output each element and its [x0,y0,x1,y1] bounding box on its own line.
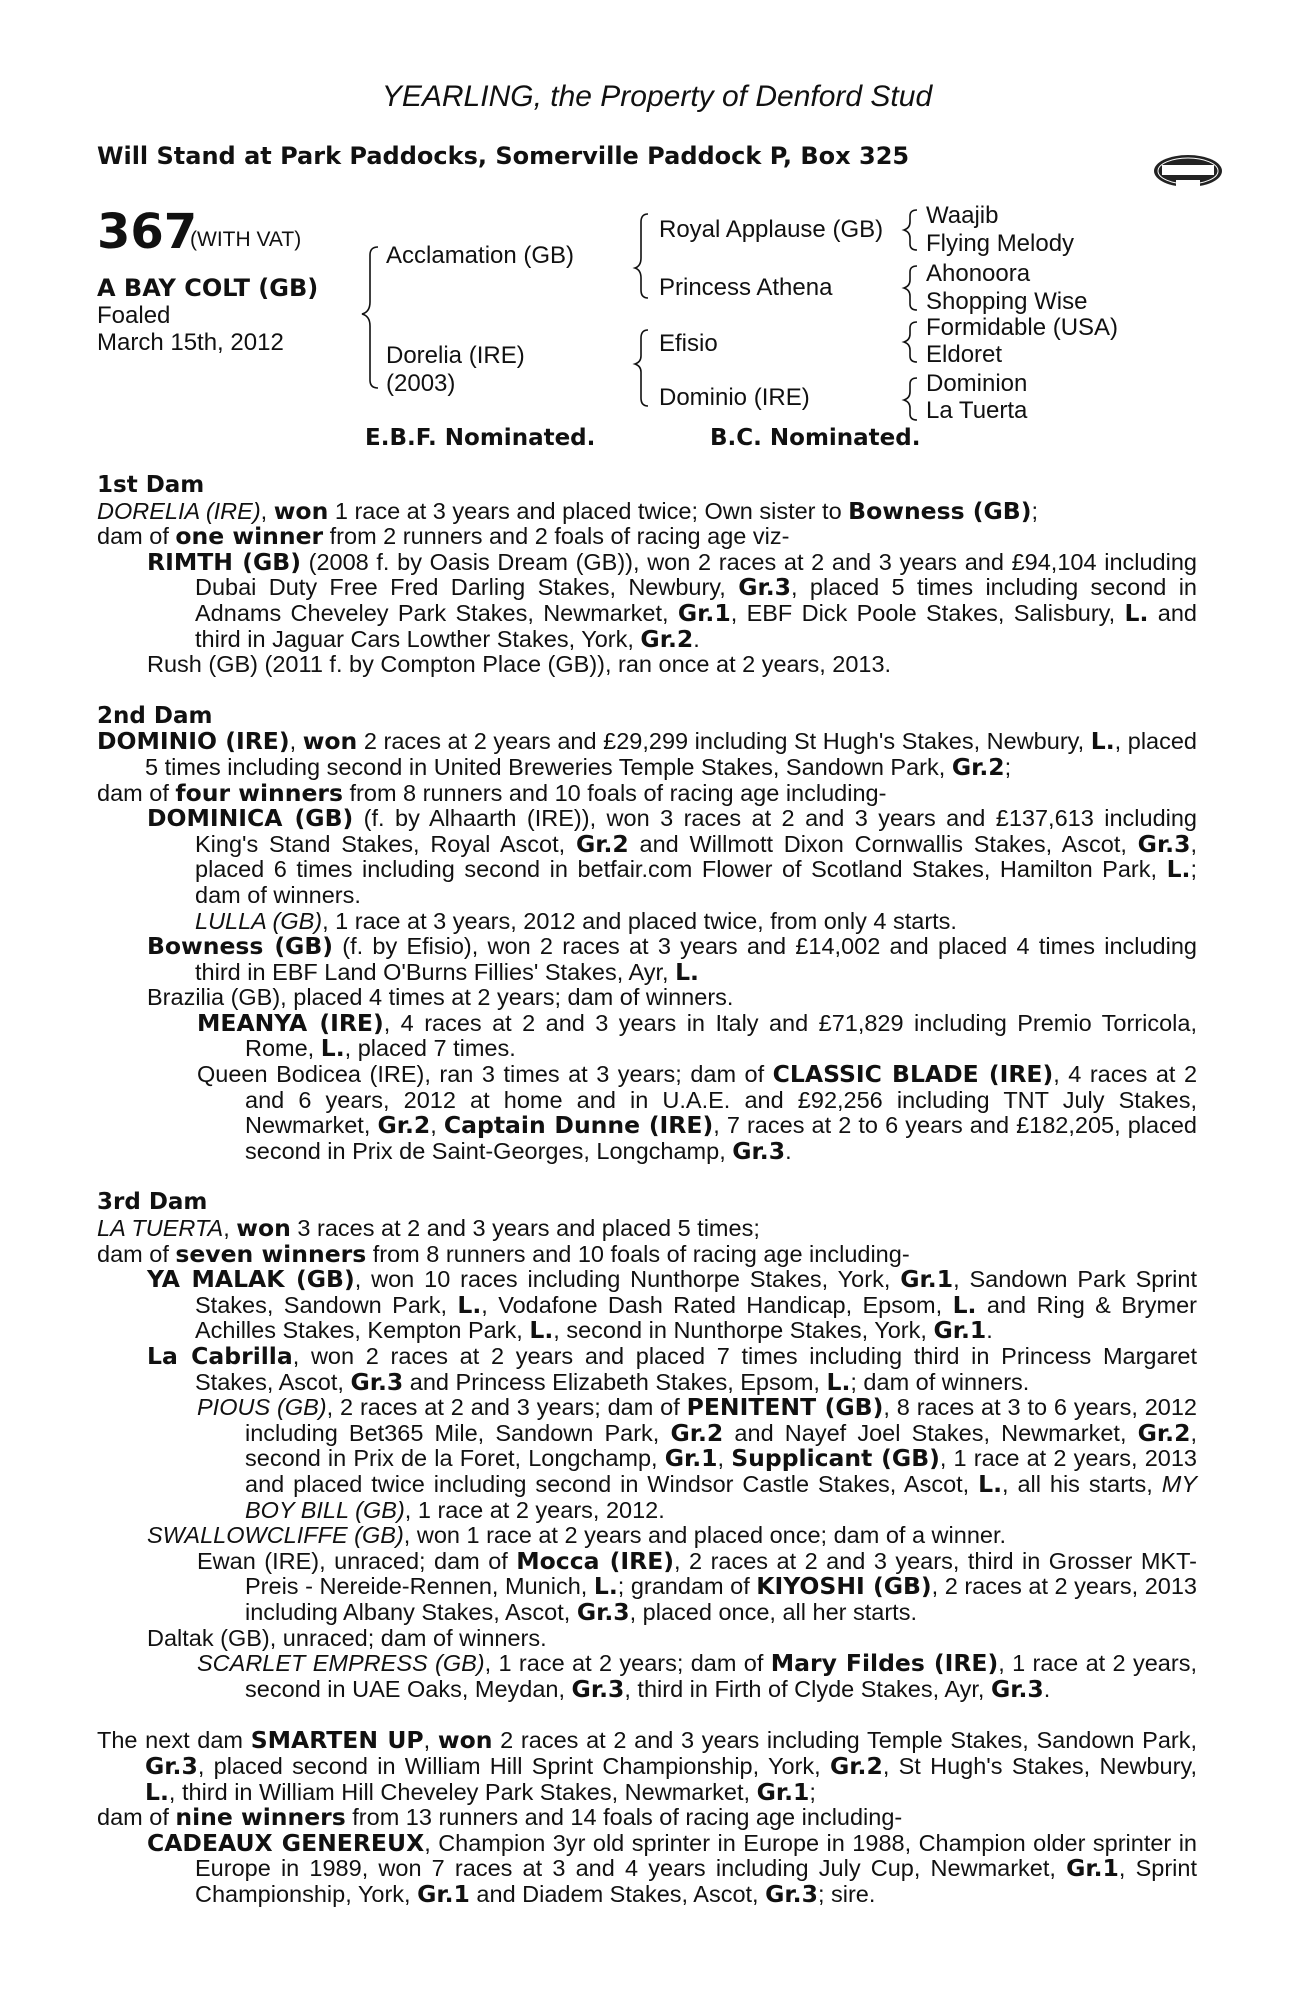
produce-entry: LULLA (GB), 1 race at 3 years, 2012 and placed twice, from only 4 starts. [195,907,957,934]
foaled-date: March 15th, 2012 [97,329,284,356]
pedigree-g5: Formidable (USA) [926,314,1119,341]
produce-entry: CADEAUX GENEREUX, Champion 3yr old sprinter in Europe in 1988, Champion older sprinter in Europe in 1989, won 7 races at 3 and 4 years including July Cup, Newmarket, Gr.1, Sprint Championship, York, Gr.1 and Diadem Stakes, Ascot, Gr.3; sire. [147,1828,1197,1908]
produce-entry: SWALLOWCLIFFE (GB), won 1 race at 2 years and placed once; dam of a winner. [147,1522,1007,1549]
produce-entry: YA MALAK (GB), won 10 races including Nunthorpe Stakes, York, Gr.1, Sandown Park Sprint Stakes, Sandown Park, L., Vodafone Dash Rated Handicap, Epsom, L. and Ring & Brymer Achilles Stakes, Kempton Park, L., second in Nunthorpe Stakes, York, Gr.1. [147,1265,1197,1345]
pedigree-g8: La Tuerta [926,397,1028,424]
pedigree-dam-year: (2003) [386,370,456,397]
produce-entry: DOMINICA (GB) (f. by Alhaarth (IRE)), won 3 races at 2 and 3 years and £137,613 including King's Stand Stakes, Royal Ascot, Gr.2 and Willmott Dixon Cornwallis Stakes, Ascot, Gr.3, placed 6 times including second in betfair.com Flower of Scotland Stakes, Hamilton Park, L.; dam of winners. [147,804,1197,908]
produce-entry: PIOUS (GB), 2 races at 2 and 3 years; dam of PENITENT (GB), 8 races at 3 to 6 years, 2012 including Bet365 Mile, Sandown Park, Gr.2 and Nayef Joel Stakes, Newmarket, Gr.2, second in Prix de la Foret, Longchamp, Gr.1, Supplicant (GB), 1 race at 2 years, 2013 and placed twice including second in Windsor Castle Stakes, Ascot, L., all his starts, MY BOY BILL (GB), 1 race at 2 years, 2012. [197,1393,1197,1523]
second-dam-heading: 2nd Dam [97,702,213,729]
second-dam-text: DOMINIO (IRE), won 2 races at 2 years and £29,299 including St Hugh's Stakes, Newbury, L., placed 5 times including second in United Breweries Temple Stakes, Sandown Park, Gr.2; [97,727,1198,781]
pedigree-dam-dam: Dominio (IRE) [659,384,810,411]
stand-location: Will Stand at Park Paddocks, Somerville Paddock P, Box 325 [97,142,910,170]
pedigree-g7: Dominion [926,370,1028,397]
pedigree-g2: Flying Melody [926,230,1075,257]
produce-entry: Daltak (GB), unraced; dam of winners. [147,1624,547,1651]
pedigree-g6: Eldoret [926,341,1003,368]
third-dam-text: LA TUERTA, won 3 races at 2 and 3 years and placed 5 times; dam of seven winners from 8 runners and 10 foals of racing age including- [97,1214,910,1268]
produce-entry: RIMTH (GB) (2008 f. by Oasis Dream (GB)), won 2 races at 2 and 3 years and £94,104 including Dubai Duty Free Fred Darling Stakes, Newbury, Gr.3, placed 5 times including second in Adnams Cheveley Park Stakes, Newmarket, Gr.1, EBF Dick Poole Stakes, Salisbury, L. and third in Jaguar Cars Lowther Stakes, York, Gr.2. [147,547,1197,653]
pedigree-g1: Waajib [926,202,999,229]
produce-entry: Ewan (IRE), unraced; dam of Mocca (IRE), 2 races at 2 and 3 years, third in Grosser MKT-Preis - Nereide-Rennen, Munich, L.; grandam of KIYOSHI (GB), 2 races at 2 years, 2013 including Albany Stakes, Ascot, Gr.3, placed once, all her starts. [197,1546,1197,1626]
pedigree-g4: Shopping Wise [926,288,1088,315]
next-dam-summary: dam of nine winners from 13 runners and 14 foals of racing age including- [97,1803,903,1832]
first-dam-heading: 1st Dam [97,472,205,498]
horse-description: A BAY COLT (GB) [97,274,319,302]
page-title: YEARLING, the Property of Denford Stud [381,80,933,113]
ebf-nominated: E.B.F. Nominated. [365,425,596,451]
produce-entry: Rush (GB) (2011 f. by Compton Place (GB)), ran once at 2 years, 2013. [147,651,892,678]
pedigree-g3: Ahonoora [926,260,1031,287]
third-dam-heading: 3rd Dam [97,1189,208,1216]
pedigree-sire: Acclamation (GB) [386,242,575,269]
bc-nominated: B.C. Nominated. [710,425,921,451]
pedigree-sire-sire: Royal Applause (GB) [659,216,884,243]
produce-entry: MEANYA (IRE), 4 races at 2 and 3 years in Italy and £71,829 including Premio Torricola, Rome, L., placed 7 times. [197,1008,1197,1063]
produce-entry: Queen Bodicea (IRE), ran 3 times at 3 years; dam of CLASSIC BLADE (IRE), 4 races at 2 and 6 years, 2012 at home and in U.A.E. and £92,256 including TNT July Stakes, Newmarket, Gr.2, Captain Dunne (IRE), 7 races at 2 to 6 years and £182,205, placed second in Prix de Saint-Georges, Longchamp, Gr.3. [197,1060,1198,1165]
first-dam-text: DORELIA (IRE), won 1 race at 3 years and placed twice; Own sister to Bowness (GB); dam of one winner from 2 runners and 2 foals of racing age viz- [97,496,1038,551]
pedigree-dam: Dorelia (IRE) [386,342,525,369]
produce-entry: SCARLET EMPRESS (GB), 1 race at 2 years; dam of Mary Fildes (IRE), 1 race at 2 years, second in UAE Oaks, Meydan, Gr.3, third in Firth of Clyde Stakes, Ayr, Gr.3. [197,1649,1197,1703]
produce-entry: Brazilia (GB), placed 4 times at 2 years; dam of winners. [147,984,734,1011]
vat-note: (WITH VAT) [190,228,302,251]
next-dam-text: The next dam SMARTEN UP, won 2 races at 2 and 3 years including Temple Stakes, Sandown Park, Gr.3, placed second in William Hill Sprint Championship, York, Gr.2, St Hugh's Stakes, Newbury, L., third in William Hill Cheveley Park Stakes, Newmarket, Gr.1; [97,1726,1197,1806]
pedigree-sire-dam: Princess Athena [659,274,833,301]
produce-record [97,473,1197,1907]
second-dam-summary: dam of four winners from 8 runners and 10 foals of racing age including- [97,778,887,807]
foaled-label: Foaled [97,302,171,329]
pedigree-brackets [0,0,1314,460]
produce-entry: Bowness (GB) (f. by Efisio), won 2 races at 3 years and £14,002 and placed 4 times including third in EBF Land O'Burns Fillies' Stakes, Ayr, L. [147,932,1197,986]
pedigree-dam-sire: Efisio [659,330,718,357]
produce-entry: La Cabrilla, won 2 races at 2 years and placed 7 times including third in Princess Margaret Stakes, Ascot, Gr.3 and Princess Elizabeth Stakes, Epsom, L.; dam of winners. [147,1342,1197,1396]
lot-number: 367 [97,204,198,260]
